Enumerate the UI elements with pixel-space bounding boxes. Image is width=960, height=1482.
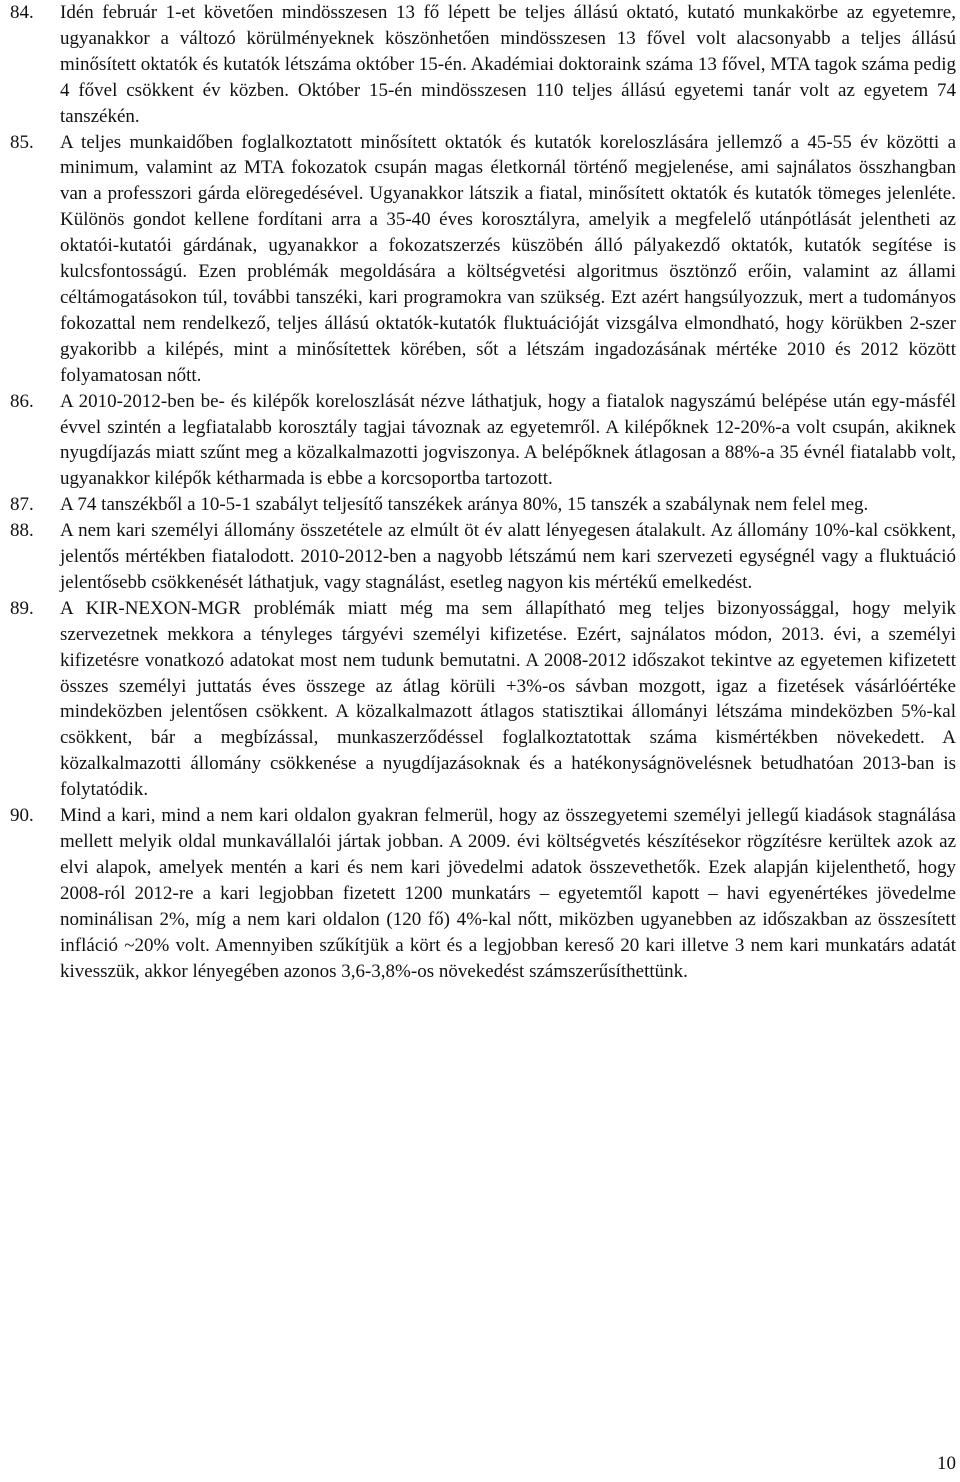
paragraph-number: 85. bbox=[10, 131, 34, 153]
paragraph-text: A nem kari személyi állomány összetétele az elmúlt öt év alatt lényegesen átalakult. Az állomány 10%-kal csökkent, jelentős mértékben fiatalodott. 2010-2012-ben a nagyobb létszámú nem kari szervezeti egységnél vagy a fluktuáció jelentősebb csökkenését láthatjuk, vagy stagnálást, esetleg nagyon kis mértékű emelkedést. bbox=[60, 520, 956, 593]
paragraph-88 bbox=[10, 518, 956, 596]
paragraph-85 bbox=[10, 130, 956, 389]
paragraph-number: 86. bbox=[10, 390, 34, 412]
paragraph-text: A KIR-NEXON-MGR problémák miatt még ma sem állapítható meg teljes bizonyossággal, hogy melyik szervezetnek mekkora a tényleges tárgyévi személyi kifizetése. Ezért, sajnálatos módon, 2013. évi, a személyi kifizetésre vonatkozó adatokat most nem tudunk bemutatni. A 2008-2012 időszakot tekintve az egyetemen kifizetett összes személyi juttatás éves összege az átlag körüli +3%-os sávban mozgott, igaz a fizetések vásárlóértéke mindeközben jelentősen csökkent. A közalkalmazott átlagos statisztikai állományi létszáma mindeközben 5%-kal csökkent, bár a megbízással, munkaszerződéssel foglalkoztatottak száma kismértékben növekedett. A közalkalmazotti állomány csökkenése a nyugdíjazásoknak és a hatékonyságnövelésnek betudhatóan 2013-ban is folytatódik. bbox=[60, 597, 956, 801]
paragraph-text: A 2010-2012-ben be- és kilépők koreloszlását nézve láthatjuk, hogy a fiatalok nagyszámú belépése után egy-másfél évvel szintén a legfiatalabb korosztály tagjai távoznak az egyetemről. A kilépőknek 12-20%-a volt csupán, akiknek nyugdíjazás miatt szűnt meg a közalkalmazotti jogviszonya. A belépőknek átlagosan a 88%-a 35 évnél fiatalabb volt, ugyanakkor kilépők kétharmada is ebbe a korcsoportba tartozott. bbox=[60, 390, 956, 490]
document-body bbox=[10, 0, 956, 984]
paragraph-number: 84. bbox=[10, 2, 34, 23]
page-number: 10 bbox=[937, 1453, 956, 1474]
paragraph-87 bbox=[10, 492, 956, 518]
paragraph-number: 88. bbox=[10, 520, 34, 542]
paragraph-text: A teljes munkaidőben foglalkoztatott minősített oktatók és kutatók koreloszlására jellemző a 45-55 év közötti a minimum, valamint az MTA fokozatok csupán magas életkornál történő megjelenése, ami sajnálatos összhangban van a professzori gárda elöregedésével. Ugyanakkor látszik a fiatal, minősített oktatók és kutatók tömeges jelenléte. Különös gondot kellene fordítani arra a 35-40 éves korosztályra, amelyik a megfelelő utánpótlását jelentheti az oktatói-kutatói gárdának, ugyanakkor a fokozatszerzés küszöbén álló pályakezdő oktatók, kutatók segítése is kulcsfontosságú. Ezen problémák megoldására a költségvetési algoritmus ösztönző erőin, valamint az állami céltámogatásokon túl, további tanszéki, kari programokra van szükség. Ezt azért hangsúlyozzuk, mert a tudományos fokozattal nem rendelkező, teljes állású oktatók-kutatók fluktuációját vizsgálva elmondható, hogy körükben 2-szer gyakoribb a kilépés, mint a minősítettek körében, sőt a létszám ingadozásának mértéke 2010 és 2012 között folyamatosan nőtt. bbox=[60, 131, 956, 386]
paragraph-text: Mind a kari, mind a nem kari oldalon gyakran felmerül, hogy az összegyetemi személyi jellegű kiadások stagnálása mellett melyik oldal munkavállalói jártak jobban. A 2009. évi költségvetés készítésekor rögzítésre kerültek azok az elvi alapok, amelyek mentén a kari és nem kari jövedelmi adatok összevethetők. Ezek alapján kijelenthető, hogy 2008-ról 2012-re a kari legjobban fizetett 1200 munkatárs – egyetemtől kapott – havi egyenértékes jövedelme nominálisan 2%, míg a nem kari oldalon (120 fő) 4%-kal nőtt, miközben ugyanebben az időszakban az összesített infláció ~20% volt. Amennyiben szűkítjük a kört és a legjobban kereső 20 kari illetve 3 nem kari munkatárs adatát kivesszük, akkor lényegében azonos 3,6-3,8%-os növekedést számszerűsíthettünk. bbox=[60, 805, 956, 982]
paragraph-86 bbox=[10, 389, 956, 493]
paragraph-number: 89. bbox=[10, 597, 34, 619]
paragraph-number: 90. bbox=[10, 805, 34, 827]
paragraph-text: Idén február 1-et követően mindösszesen 13 fő lépett be teljes állású oktató, kutató munkakörbe az egyetemre, ugyanakkor a változó körülményeknek köszönhetően mindösszesen 13 fővel volt alacsonyabb a teljes állású minősített oktatók és kutatók létszáma október 15-én. Akadémiai doktoraink száma 13 fővel, MTA tagok száma pedig 4 fővel csökkent év közben. Október 15-én mindösszesen 110 teljes állású egyetemi tanár volt az egyetem 74 tanszékén. bbox=[60, 2, 957, 127]
paragraph-number: 87. bbox=[10, 494, 34, 516]
paragraph-89 bbox=[10, 596, 956, 803]
paragraph-text: A 74 tanszékből a 10-5-1 szabályt teljesítő tanszékek aránya 80%, 15 tanszék a szabálynak nem felel meg. bbox=[60, 494, 869, 516]
paragraph-84 bbox=[10, 0, 956, 130]
paragraph-90 bbox=[10, 803, 956, 984]
